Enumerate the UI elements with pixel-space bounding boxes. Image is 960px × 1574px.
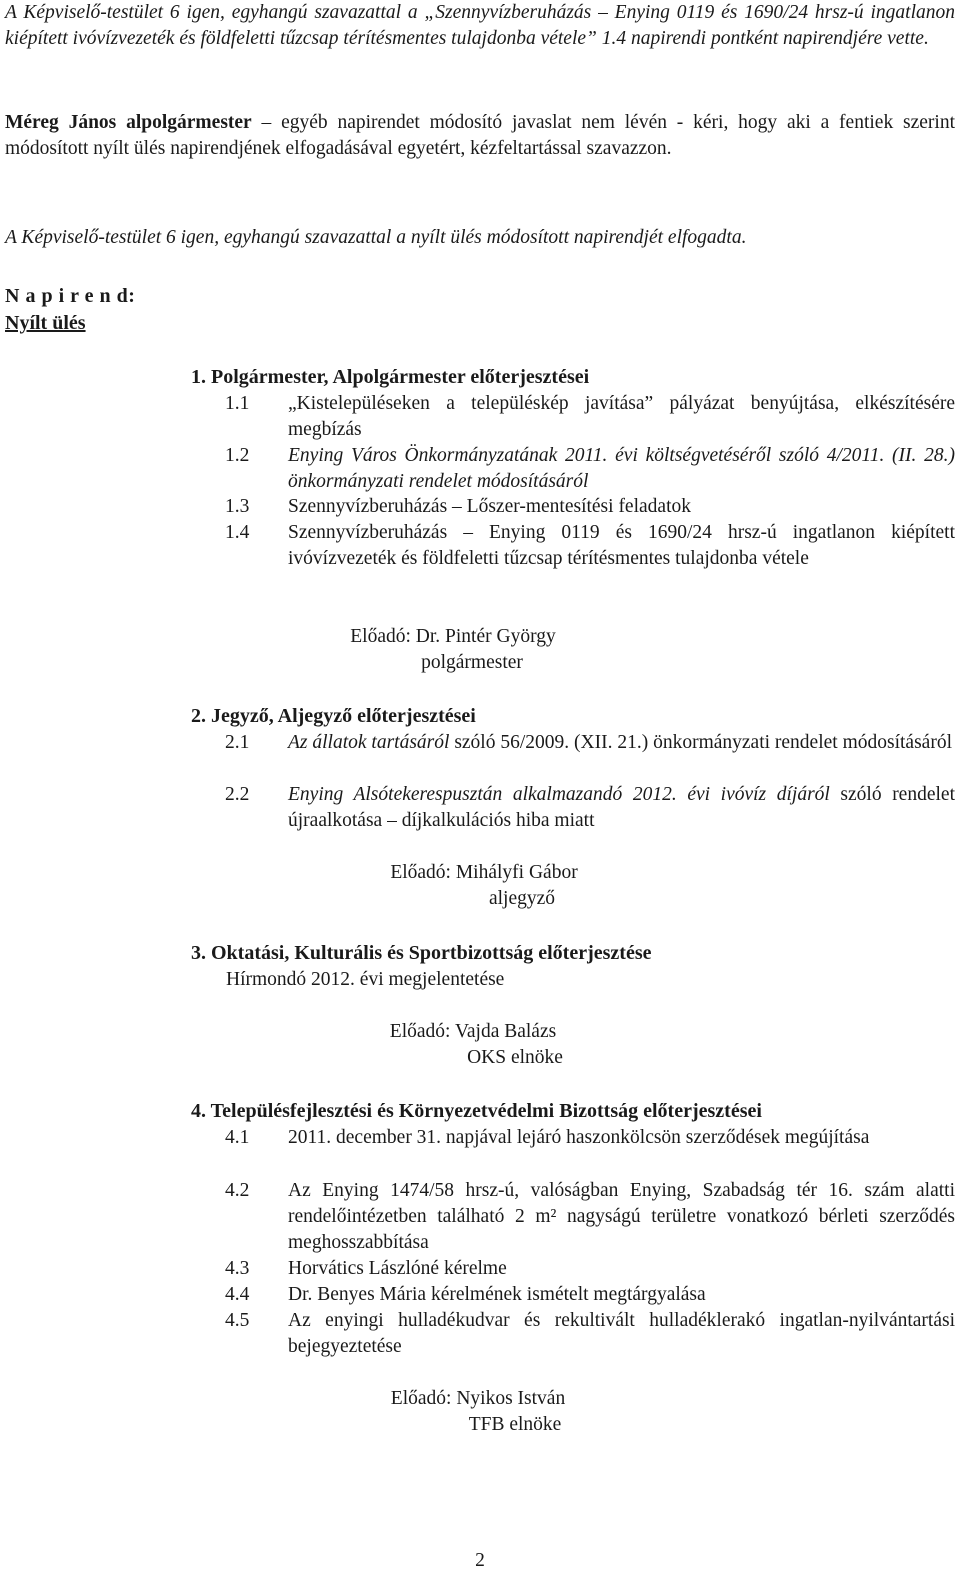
agenda-item-1-1 [225,391,955,443]
presenter-3: Előadó: Vajda Balázs [389,1021,557,1042]
item-text [288,782,955,834]
agenda-item-1-2 [225,443,955,495]
item-number: 4.4 [225,1284,250,1305]
section-1-title: 1. Polgármester, Alpolgármester előterjesztései [191,366,590,388]
section-3-title: 3. Oktatási, Kulturális és Sportbizottság előterjesztése [191,942,652,964]
speaker-text: – egyéb napirendet módosító javaslat nem lévén - kéri, hogy aki a fentiek szerint módosított nyílt ülés napirendjének elfogadásával egyetért, kézfeltartással szavazzon. [5,112,955,159]
agenda-item-1-4 [225,520,955,572]
item-text-italic: Az állatok tartásáról [288,732,450,753]
napirend-heading: N a p i r e n d: [5,285,136,307]
agenda-item-4-2 [225,1178,955,1256]
item-number: 4.1 [225,1127,250,1148]
item-text: Horvátics Lászlóné kérelme [288,1258,507,1279]
item-number: 1.1 [225,393,250,414]
decision-paragraph: A Képviselő-testület 6 igen, egyhangú szavazattal a „Szennyvízberuházás – Enying 0119 és 1690/24 hrsz-ú ingatlanon kiépített ivóvízvezeték és földfeletti tűzcsap térítésmentes tulajdonba vétele” 1.4 napirendi pontként napirendjére vette. [5,2,955,49]
item-number: 1.2 [225,445,250,466]
section-3-subtitle: Hírmondó 2012. évi megjelentetése [226,969,505,990]
item-number: 1.3 [225,496,250,517]
item-text-rest: szóló 56/2009. (XII. 21.) önkormányzati rendelet módosításáról [449,732,952,753]
nyilt-ules-heading: Nyílt ülés [5,312,86,334]
agenda-item-4-4 [225,1282,955,1308]
item-number: 4.5 [225,1310,250,1331]
item-text [288,730,955,756]
presenter-2-role: aljegyző [488,888,556,909]
item-text: Szennyvízberuházás – Lőszer-mentesítési feladatok [288,496,691,517]
presenter-1-role: polgármester [421,652,523,673]
speaker-name: Méreg János alpolgármester [5,112,252,133]
agenda-item-4-3 [225,1256,955,1282]
section-4-title: 4. Településfejlesztési és Környezetvédelmi Bizottság előterjesztései [191,1100,762,1122]
agenda-item-4-5 [225,1308,955,1360]
item-number: 4.2 [225,1180,250,1201]
agenda-item-1-3 [225,494,955,520]
page-number: 2 [475,1550,485,1571]
item-text: Dr. Benyes Mária kérelmének ismételt megtárgyalása [288,1284,706,1305]
presenter-4-role: TFB elnöke [468,1414,562,1435]
item-number: 2.1 [225,732,250,753]
item-number: 2.2 [225,784,250,805]
presenter-4: Előadó: Nyikos István [390,1388,566,1409]
presenter-3-role: OKS elnöke [467,1047,563,1068]
item-text-italic: Enying Alsótekerespusztán alkalmazandó 2012. évi ivóvíz díjáról [288,784,830,805]
item-text: Az Enying 1474/58 hrsz-ú, valóságban Enying, Szabadság tér 16. szám alatti rendelőintézetben található 2 m² nagyságú területre vonatkozó bérleti szerződés meghosszabbítása [288,1180,955,1253]
item-text: „Kistelepüléseken a településkép javítása” pályázat benyújtása, elkészítésére megbízás [288,393,955,440]
agenda-item-4-1 [225,1125,955,1151]
speaker-paragraph [5,110,955,162]
item-number: 1.4 [225,522,250,543]
item-text: Az enyingi hulladékudvar és rekultivált hulladéklerakó ingatlan-nyilvántartási bejegyeztetése [288,1310,955,1357]
item-number: 4.3 [225,1258,250,1279]
agenda-accepted-paragraph: A Képviselő-testület 6 igen, egyhangú szavazattal a nyílt ülés módosított napirendjét elfogadta. [5,227,747,248]
item-text: Enying Város Önkormányzatának 2011. évi költségvetéséről szóló 4/2011. (II. 28.) önkormányzati rendelet módosításáról [288,445,955,492]
section-2-title: 2. Jegyző, Aljegyző előterjesztései [191,705,476,727]
item-text: Szennyvízberuházás – Enying 0119 és 1690/24 hrsz-ú ingatlanon kiépített ivóvízvezeték és földfeletti tűzcsap térítésmentes tulajdonba vétele [288,522,955,569]
agenda-item-2-2 [225,782,955,834]
agenda-item-2-1 [225,730,955,756]
presenter-1: Előadó: Dr. Pintér György [350,626,556,647]
item-text: 2011. december 31. napjával lejáró haszonkölcsön szerződések megújítása [288,1127,870,1148]
presenter-2: Előadó: Mihályfi Gábor [390,862,578,883]
item-text-rest: szóló rendelet újraalkotása – díjkalkulációs hiba miatt [288,784,955,831]
